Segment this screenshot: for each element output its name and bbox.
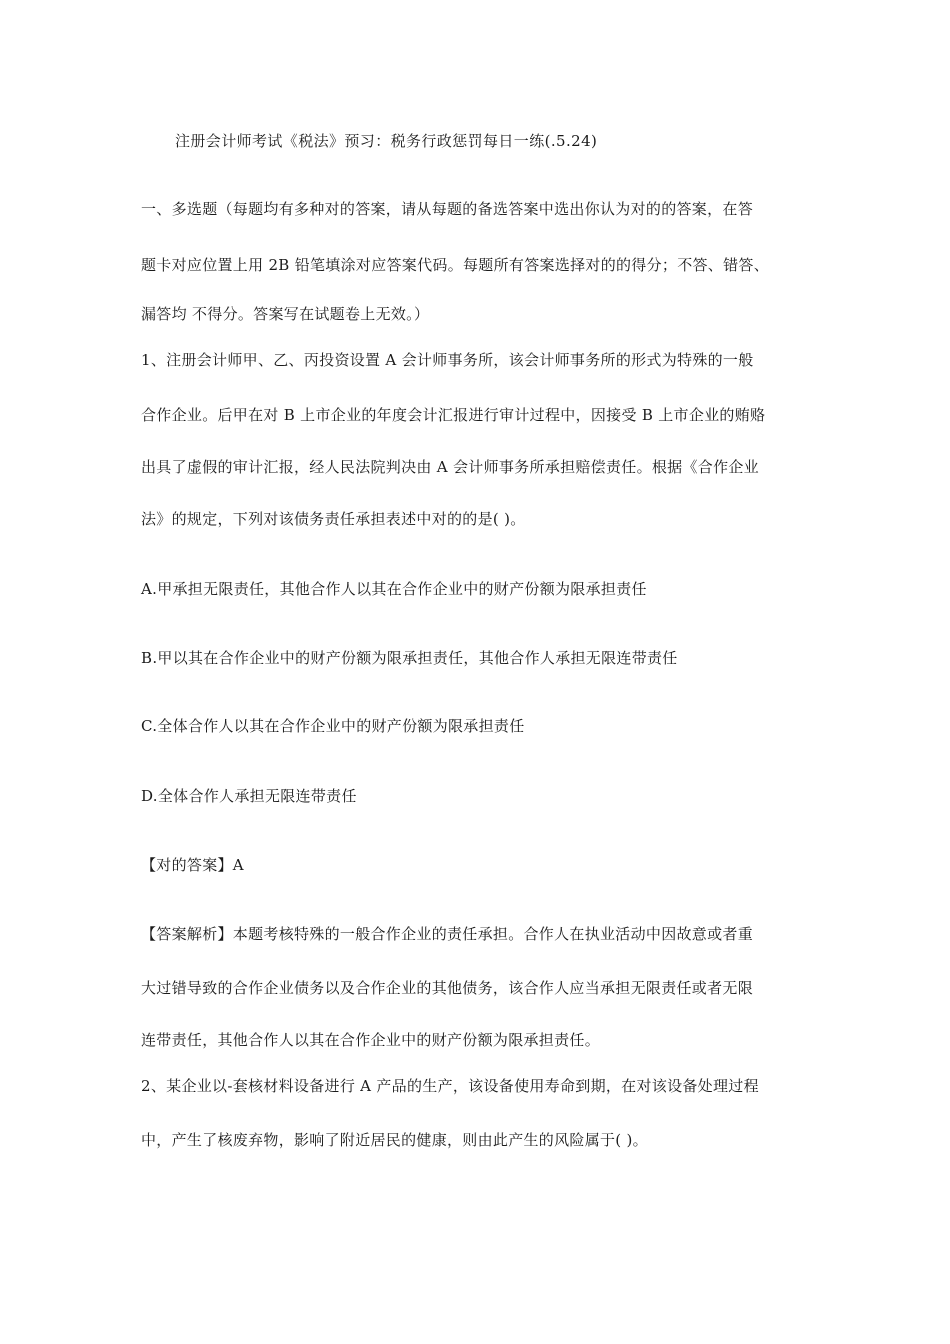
question-2-stem-line: 2、某企业以-套核材料设备进行 A 产品的生产，该设备使用寿命到期，在对该设备处理过程 [141, 1077, 759, 1095]
question-1-stem-line: 法》的规定，下列对该债务责任承担表述中对的的是( )。 [141, 510, 526, 528]
answer-analysis-line: 连带责任，其他合作人以其在合作企业中的财产份额为限承担责任。 [141, 1031, 601, 1049]
option-a: A.甲承担无限责任，其他合作人以其在合作企业中的财产份额为限承担责任 [141, 580, 647, 598]
option-d: D.全体合作人承担无限连带责任 [141, 787, 357, 805]
answer-analysis-line: 大过错导致的合作企业债务以及合作企业的其他债务，该合作人应当承担无限责任或者无限 [141, 979, 754, 997]
document-title: 注册会计师考试《税法》预习：税务行政惩罚每日一练(.5.24) [175, 132, 598, 150]
correct-answer: 【对的答案】A [141, 856, 244, 874]
section-heading-line: 一、多选题（每题均有多种对的答案，请从每题的备选答案中选出你认为对的的答案，在答 [141, 200, 754, 218]
option-b: B.甲以其在合作企业中的财产份额为限承担责任，其他合作人承担无限连带责任 [141, 649, 678, 667]
option-c: C.全体合作人以其在合作企业中的财产份额为限承担责任 [141, 717, 525, 735]
section-heading-line: 漏答均 不得分。答案写在试题卷上无效。） [141, 305, 430, 323]
answer-analysis-line: 【答案解析】本题考核特殊的一般合作企业的责任承担。合作人在执业活动中因故意或者重 [141, 925, 754, 943]
question-2-stem-line: 中，产生了核废弃物，影响了附近居民的健康，则由此产生的风险属于( )。 [141, 1131, 648, 1149]
question-1-stem-line: 1、注册会计师甲、乙、丙投资设置 A 会计师事务所，该会计师事务所的形式为特殊的一般 [141, 351, 754, 369]
question-1-stem-line: 出具了虚假的审计汇报，经人民法院判决由 A 会计师事务所承担赔偿责任。根据《合作企业 [141, 458, 759, 476]
question-1-stem-line: 合作企业。后甲在对 B 上市企业的年度会计汇报进行审计过程中，因接受 B 上市企业的贿赂 [141, 406, 766, 424]
section-heading-line: 题卡对应位置上用 2B 铅笔填涂对应答案代码。每题所有答案选择对的的得分；不答、错答、 [141, 256, 770, 274]
